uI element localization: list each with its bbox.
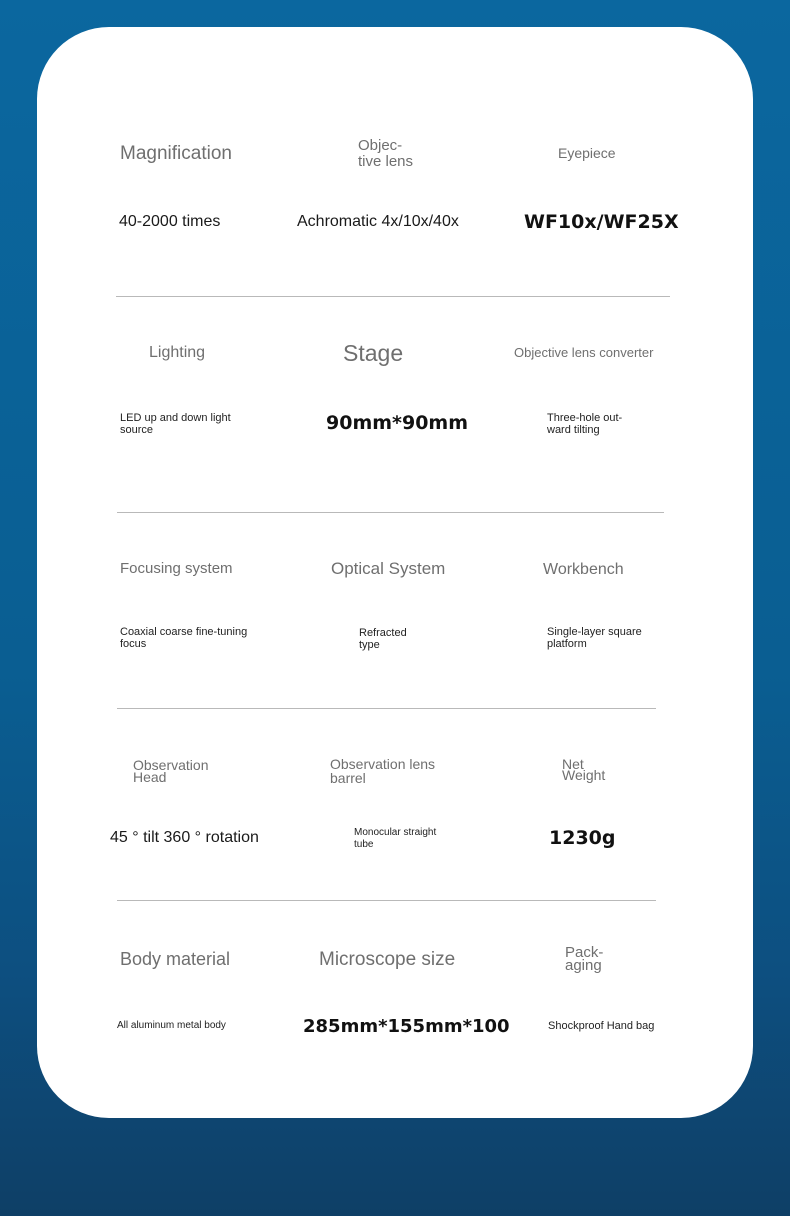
spec-label-observation-lens-barrel: Observation lens barrel	[330, 756, 436, 786]
spec-value-workbench: Single-layer square platform	[547, 626, 642, 650]
spec-label-objective-lens-converter: Objective lens converter	[514, 345, 654, 360]
spec-label-workbench: Workbench	[543, 561, 624, 578]
row-divider	[117, 512, 664, 513]
spec-value-observation-lens-barrel: Monocular straight tube	[354, 827, 437, 850]
spec-value-focusing-system: Coaxial coarse fine-tuning focus	[120, 626, 248, 650]
spec-label-microscope-size: Microscope size	[319, 949, 456, 970]
spec-value-net-weight: 1230g	[549, 827, 616, 849]
row-divider	[117, 900, 656, 901]
spec-label-net-weight: Net Weight	[562, 756, 606, 783]
spec-label-observation-head: Observation Head	[133, 757, 209, 785]
spec-value-observation-head: 45 ° tilt 360 ° rotation	[110, 829, 259, 846]
spec-label-body-material: Body material	[120, 949, 231, 969]
spec-value-packaging: Shockproof Hand bag	[548, 1020, 655, 1032]
spec-value-stage: 90mm*90mm	[326, 412, 469, 434]
spec-value-magnification: 40-2000 times	[119, 213, 221, 230]
spec-value-microscope-size: 285mm*155mm*100	[303, 1016, 510, 1037]
spec-label-lighting: Lighting	[149, 344, 206, 361]
spec-label-eyepiece: Eyepiece	[558, 145, 616, 161]
spec-label-optical-system: Optical System	[331, 559, 446, 578]
spec-value-objective-lens-converter: Three-hole out- ward tilting	[547, 412, 623, 436]
spec-label-objective-lens: Objec- tive lens	[358, 137, 414, 170]
spec-label-packaging: Pack- aging	[565, 944, 604, 974]
spec-value-lighting: LED up and down light source	[120, 412, 231, 436]
row-divider	[117, 708, 656, 709]
spec-value-objective-lens: Achromatic 4x/10x/40x	[297, 213, 459, 230]
spec-label-focusing-system: Focusing system	[120, 560, 233, 577]
spec-label-magnification: Magnification	[120, 143, 232, 164]
spec-label-stage: Stage	[343, 340, 404, 366]
spec-value-body-material: All aluminum metal body	[117, 1020, 226, 1031]
spec-value-eyepiece: WF10x/WF25X	[524, 211, 679, 233]
spec-value-optical-system: Refracted type	[359, 627, 407, 651]
row-divider	[116, 296, 670, 297]
